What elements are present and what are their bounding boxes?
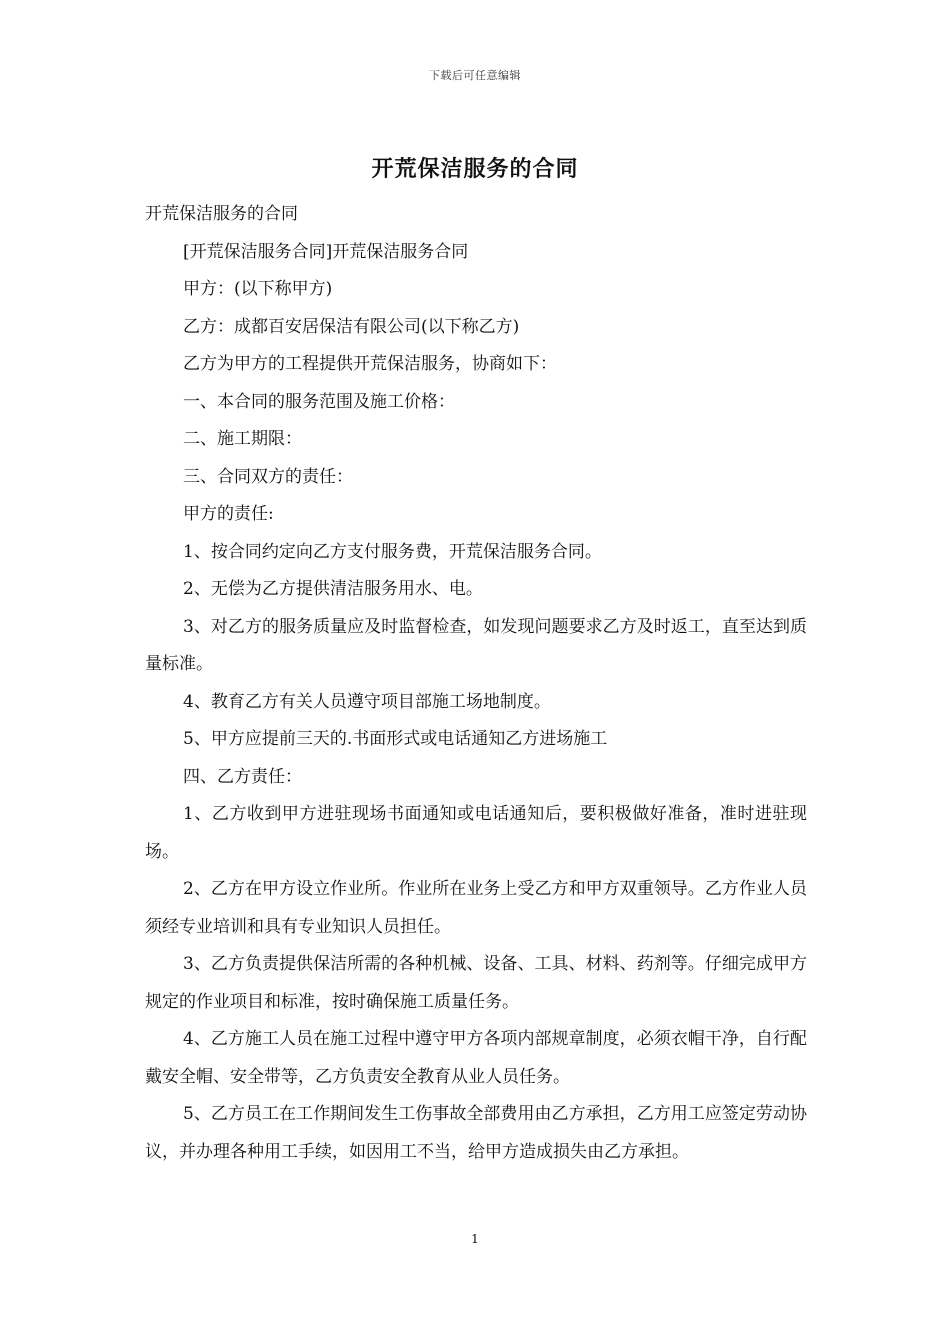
paragraph: 5、乙方员工在工作期间发生工伤事故全部费用由乙方承担，乙方用工应签定劳动协议，并办理各种用工手续，如因用工不当，给甲方造成损失由乙方承担。 [145,1104,807,1162]
paragraph: 5、甲方应提前三天的.书面形式或电话通知乙方进场施工 [183,729,608,749]
paragraph: 乙方：成都百安居保洁有限公司(以下称乙方) [183,316,520,337]
document-title: 开荒保洁服务的合同 [371,156,579,182]
paragraph: 4、教育乙方有关人员遵守项目部施工场地制度。 [183,691,551,712]
paragraph: 三、合同双方的责任： [183,466,353,487]
paragraph: 1、乙方收到甲方进驻现场书面通知或电话通知后，要积极做好准备，准时进驻现场。 [145,804,807,862]
page-number: 1 [471,1232,479,1246]
paragraph: 乙方为甲方的工程提供开荒保洁服务，协商如下： [183,354,557,374]
paragraph: 二、施工期限： [183,429,302,449]
paragraph: 1、按合同约定向乙方支付服务费，开荒保洁服务合同。 [183,541,602,562]
paragraph: 四、乙方责任： [183,766,302,787]
paragraph: 4、乙方施工人员在施工过程中遵守甲方各项内部规章制度，必须衣帽干净，自行配戴安全帽、安全带等，乙方负责安全教育从业人员任务。 [145,1029,807,1087]
paragraph: 甲方：(以下称甲方) [183,279,333,299]
paragraph: 甲方的责任: [183,504,274,524]
document-body [145,196,807,1171]
paragraph: 3、对乙方的服务质量应及时监督检查，如发现问题要求乙方及时返工，直至达到质量标准。 [145,616,807,674]
paragraph: 2、无偿为乙方提供清洁服务用水、电。 [183,579,483,599]
paragraph: 3、乙方负责提供保洁所需的各种机械、设备、工具、材料、药剂等。仔细完成甲方规定的作业项目和标准，按时确保施工质量任务。 [145,954,807,1012]
paragraph: [开荒保洁服务合同]开荒保洁服务合同 [183,241,469,262]
paragraph: 2、乙方在甲方设立作业所。作业所在业务上受乙方和甲方双重领导。乙方作业人员须经专业培训和具有专业知识人员担任。 [145,879,807,937]
header-note: 下载后可任意编辑 [429,69,521,82]
paragraph: 一、本合同的服务范围及施工价格： [183,391,455,412]
paragraph: 开荒保洁服务的合同 [145,204,298,224]
